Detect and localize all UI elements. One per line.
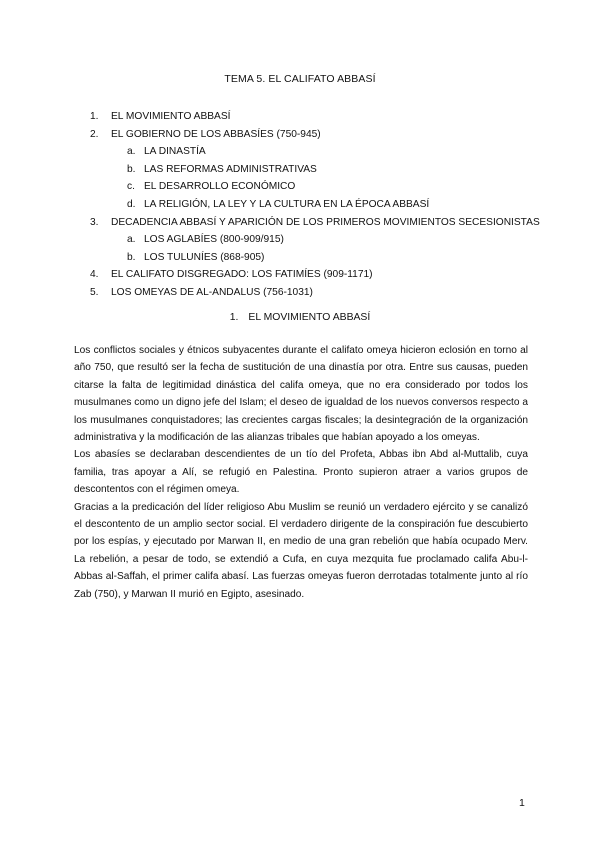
section-number: 1.: [229, 312, 239, 323]
toc-item-label: EL GOBIERNO DE LOS ABBASÍES (750-945): [111, 128, 321, 140]
toc-item-number: 3.: [90, 216, 99, 228]
toc-subitem-label: LOS AGLABÍES (800-909/915): [144, 234, 284, 246]
document-title: TEMA 5. EL CALIFATO ABBASÍ: [224, 73, 376, 85]
table-of-contents: [90, 108, 550, 302]
toc-item: [90, 266, 550, 284]
toc-subitem-label: LA DINASTÍA: [144, 146, 206, 158]
toc-item: [90, 284, 550, 302]
toc-subitem: [90, 249, 550, 267]
toc-subitem-label: EL DESARROLLO ECONÓMICO: [144, 181, 296, 193]
toc-subitem: [90, 196, 550, 214]
toc-subitem-letter: b.: [127, 163, 136, 175]
toc-item-label: DECADENCIA ABBASÍ Y APARICIÓN DE LOS PRIMEROS MOVIMIENTOS SECESIONISTAS: [111, 216, 540, 228]
toc-item: [90, 214, 550, 232]
section-title: EL MOVIMIENTO ABBASÍ: [248, 312, 371, 323]
toc-subitem-letter: a.: [127, 234, 136, 246]
toc-subitem: [90, 178, 550, 196]
body-text: [74, 342, 528, 603]
toc-subitem-label: LOS TULUNÍES (868-905): [144, 251, 265, 263]
body-paragraph: Los abasíes se declaraban descendientes de un tío del Profeta, Abbas ibn Abd al-Muttalib, cuya familia, tras apoyar a Alí, se refugió en Palestina. Pronto supieron atraer a varios grupos de descontentos con el régimen omeya.: [74, 449, 528, 496]
body-paragraph: Gracias a la predicación del líder religioso Abu Muslim se reunió un verdadero ejército y se canalizó el descontento de un amplio sector social. El verdadero dirigente de la conspiración fue descubierto por los espías, y ejecutado por Marwan II, en medio de una gran rebelión que había ocupado Merv. La rebelión, a pesar de todo, se extendió a Cufa, en cuya mezquita fue proclamado califa Abu-l-Abbas al-Saffah, el primer califa abasí. Las fuerzas omeyas fueron derrotadas totalmente junto al río Zab (750), y Marwan II murió en Egipto, asesinado.: [74, 501, 528, 600]
toc-item-label: EL MOVIMIENTO ABBASÍ: [111, 111, 231, 122]
toc-subitem-letter: b.: [127, 251, 136, 263]
toc-subitem-letter: d.: [127, 198, 136, 210]
toc-item-number: 1.: [90, 111, 99, 122]
toc-item: [90, 108, 550, 126]
toc-item-label: LOS OMEYAS DE AL-ANDALUS (756-1031): [111, 286, 313, 298]
body-paragraph: Los conflictos sociales y étnicos subyacentes durante el califato omeya hicieron eclosión en torno al año 750, que resultó ser la fecha de sustitución de una dinastía por otra. Entre sus causas, pueden citarse la falta de legitimidad dinástica del califa omeya, que no era considerado por todos los musulmanes como un digno jefe del Islam; el deseo de igualdad de los nuevos conversos respecto a los musulmanes conquistadores; las crecientes cargas fiscales; la desintegración de la organización administrativa y la modificación de las alianzas tribales que habían apoyado a los omeyas.: [74, 345, 528, 444]
toc-subitem-label: LA RELIGIÓN, LA LEY Y LA CULTURA EN LA ÉPOCA ABBASÍ: [144, 198, 430, 210]
toc-item-number: 2.: [90, 128, 99, 140]
toc-subitem: [90, 161, 550, 179]
toc-subitem: [90, 231, 550, 249]
page-number: 1: [519, 797, 525, 809]
toc-subitem-label: LAS REFORMAS ADMINISTRATIVAS: [144, 163, 317, 175]
toc-item-label: EL CALIFATO DISGREGADO: LOS FATIMÍES (909-1171): [111, 269, 373, 281]
toc-item: [90, 126, 550, 144]
toc-subitem: [90, 143, 550, 161]
section-heading: [0, 312, 600, 323]
toc-item-number: 5.: [90, 286, 99, 298]
toc-subitem-letter: c.: [127, 181, 135, 193]
toc-item-number: 4.: [90, 269, 99, 281]
toc-subitem-letter: a.: [127, 146, 136, 158]
